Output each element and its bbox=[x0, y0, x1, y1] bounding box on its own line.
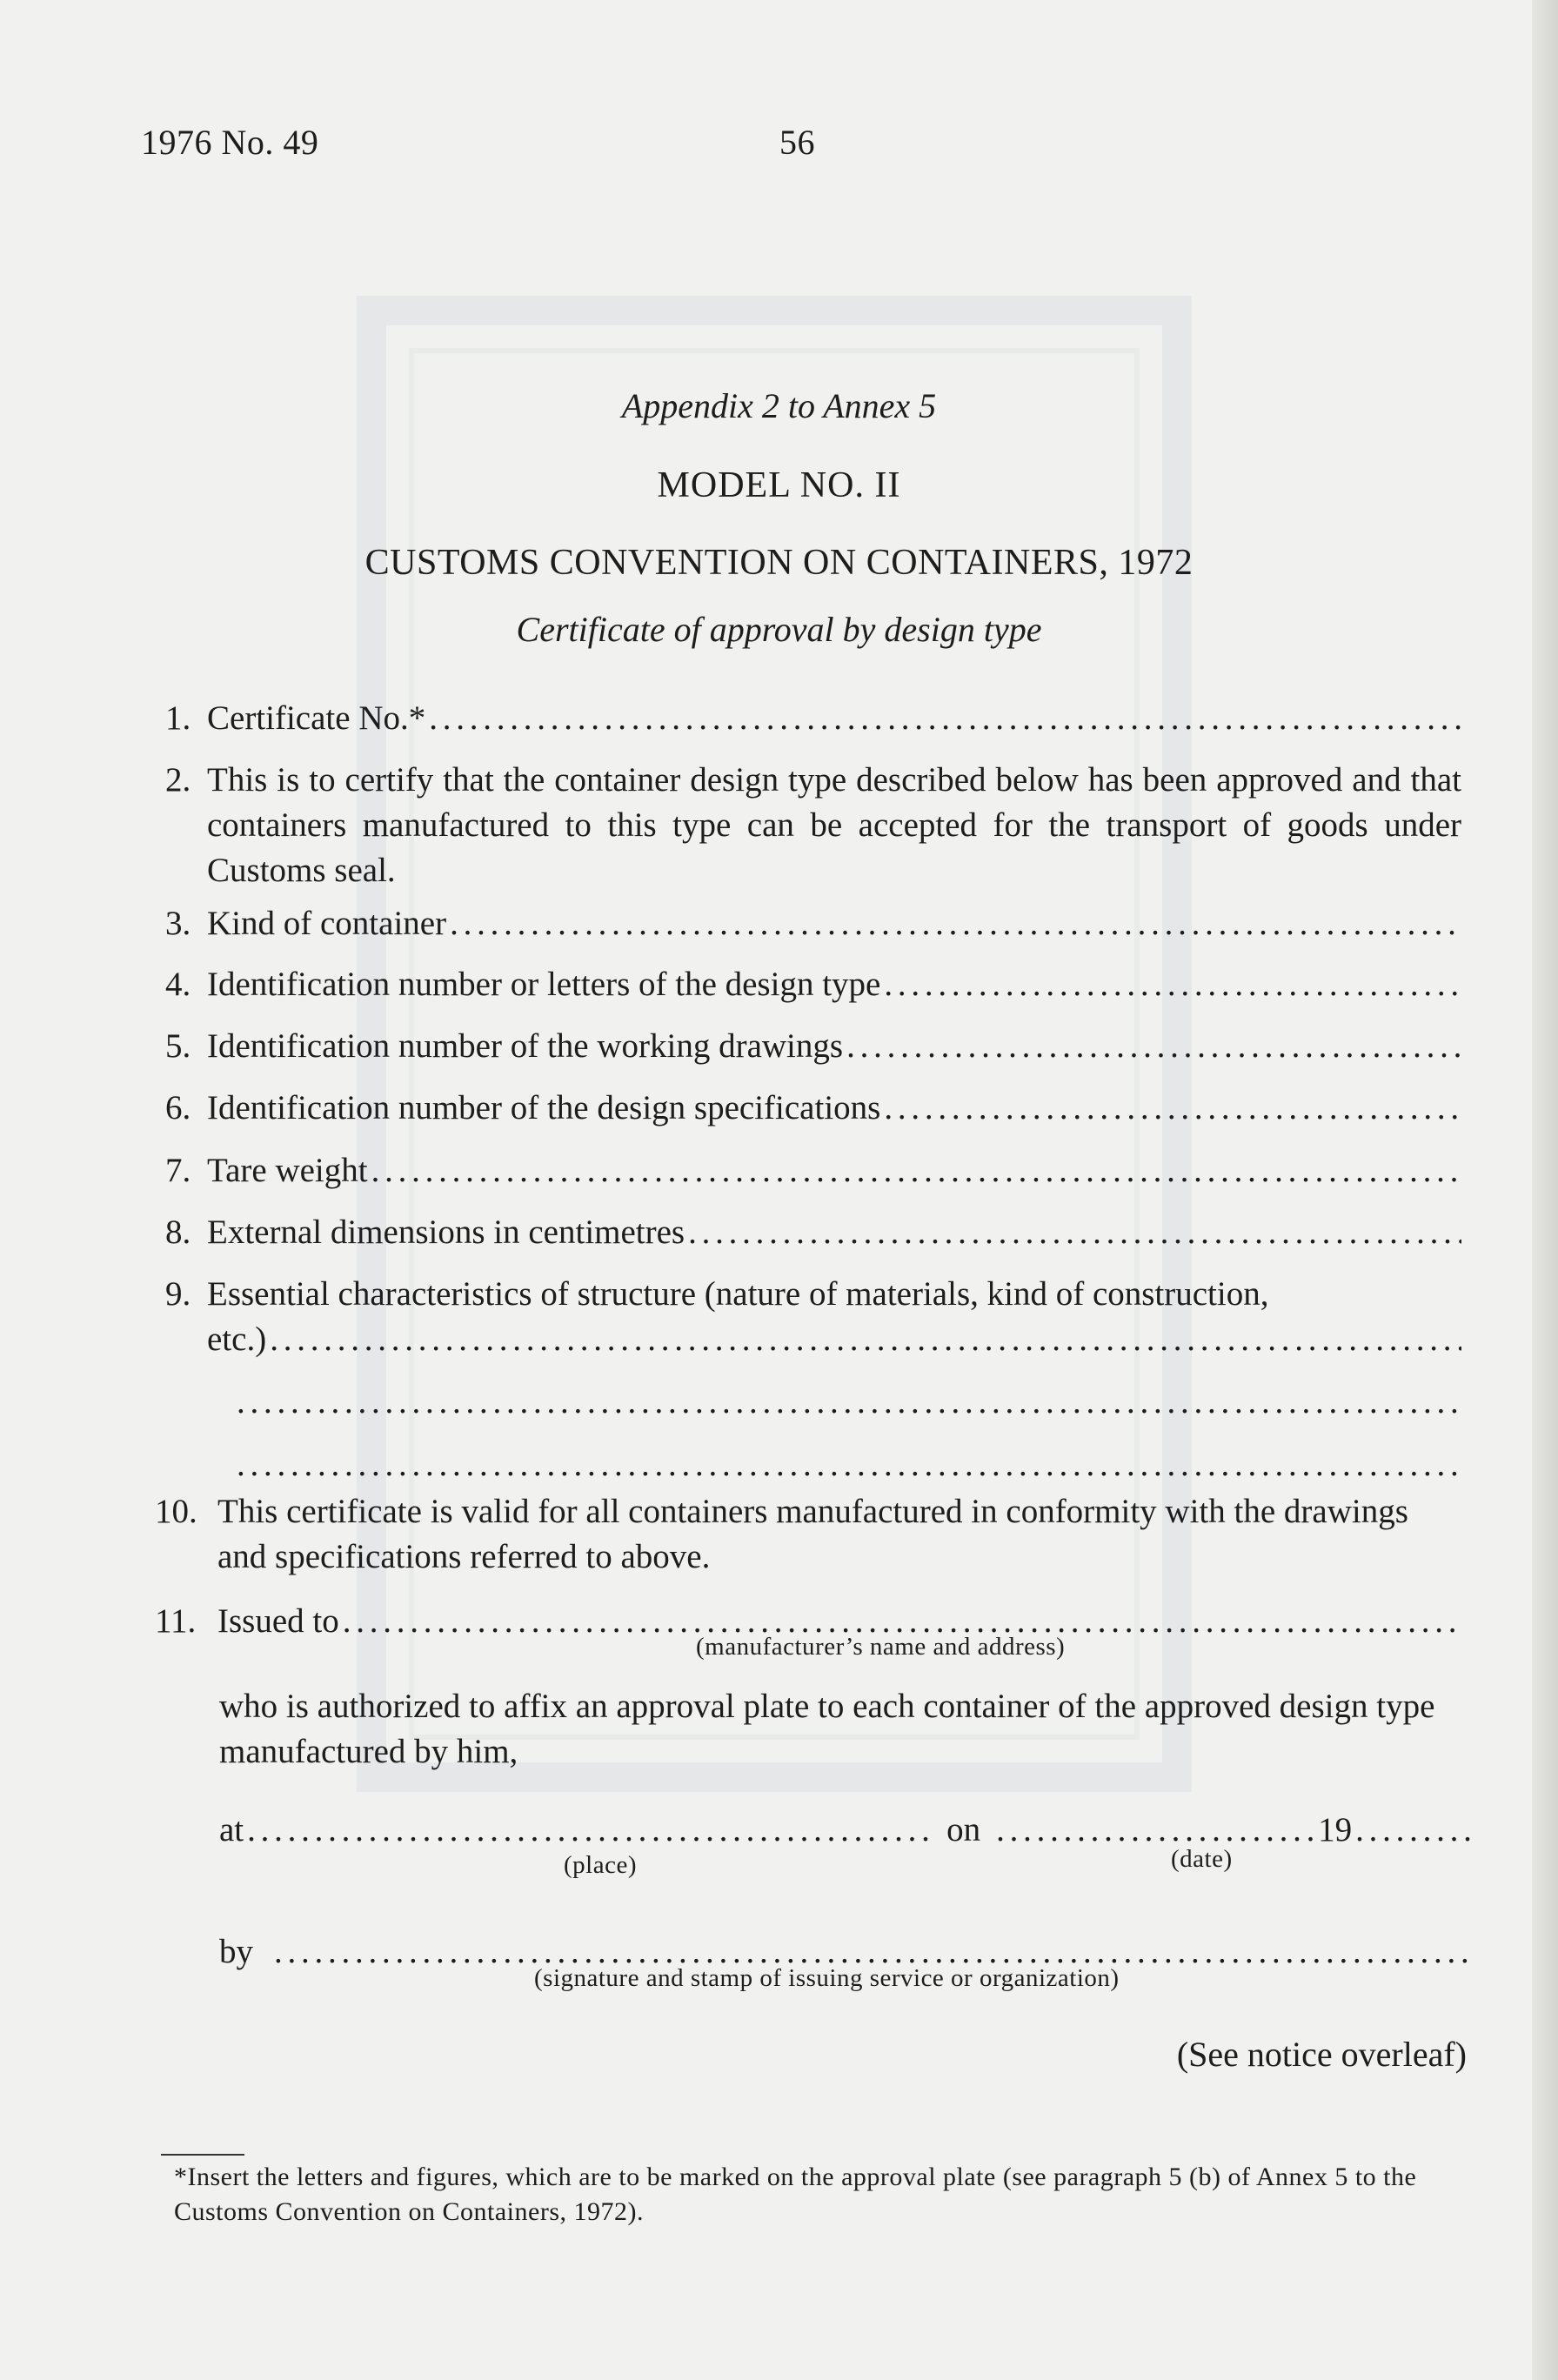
item-label-continued: etc.) bbox=[207, 1320, 267, 1358]
item-number: 6. bbox=[165, 1089, 191, 1126]
item-3 bbox=[165, 901, 1461, 946]
item-2 bbox=[165, 758, 1461, 893]
model-title: MODEL NO. II bbox=[657, 465, 901, 505]
item-number: 9. bbox=[165, 1275, 191, 1313]
on-label: on bbox=[946, 1811, 981, 1849]
signature-caption: (signature and stamp of issuing service or organization) bbox=[534, 1964, 1120, 1992]
header-act-reference: 1976 No. 49 bbox=[141, 123, 319, 162]
year-prefix: 19 bbox=[1318, 1811, 1353, 1849]
page-edge bbox=[1532, 0, 1558, 2380]
place-date-line bbox=[219, 1808, 1472, 1853]
item-5 bbox=[165, 1024, 1461, 1069]
item-label: Tare weight bbox=[207, 1152, 368, 1189]
at-label: at bbox=[219, 1811, 244, 1849]
item-label: Identification number of the design specifications bbox=[207, 1089, 881, 1126]
place-caption: (place) bbox=[564, 1851, 637, 1879]
footnote: *Insert the letters and figures, which are to be marked on the approval plate (see paragraph 5 (b) of Annex 5 to the Customs Convention on Containers, 1972). bbox=[174, 2163, 1417, 2226]
item-4 bbox=[165, 962, 1461, 1007]
by-label: by bbox=[219, 1933, 253, 1970]
item-number: 1. bbox=[165, 699, 191, 737]
item-label: Kind of container bbox=[207, 905, 447, 942]
item-label: Certificate No.* bbox=[207, 699, 426, 737]
fill-line[interactable] bbox=[884, 1086, 1461, 1131]
item-number: 10. bbox=[155, 1493, 197, 1530]
fill-line[interactable] bbox=[371, 1148, 1461, 1193]
date-caption: (date) bbox=[1171, 1845, 1233, 1873]
convention-title: CUSTOMS CONVENTION ON CONTAINERS, 1972 bbox=[364, 543, 1194, 583]
item-7 bbox=[165, 1148, 1461, 1193]
item-label: Issued to bbox=[217, 1602, 339, 1640]
item-number: 11. bbox=[155, 1602, 197, 1640]
item-number: 2. bbox=[165, 761, 191, 799]
item-8 bbox=[165, 1210, 1461, 1255]
year-field[interactable] bbox=[1355, 1808, 1472, 1853]
fill-line[interactable] bbox=[846, 1024, 1461, 1069]
item-number: 5. bbox=[165, 1027, 191, 1065]
item-number: 7. bbox=[165, 1152, 191, 1189]
item-label: External dimensions in centimetres bbox=[207, 1213, 685, 1251]
item-text: This certificate is valid for all containers manufactured in conformity with the drawings and specifications referred to above. bbox=[217, 1493, 1408, 1575]
footnote-rule bbox=[161, 2154, 244, 2156]
item-1 bbox=[165, 696, 1461, 741]
see-notice-overleaf: (See notice overleaf) bbox=[1176, 2035, 1467, 2074]
fill-line[interactable] bbox=[237, 1442, 1461, 1488]
fill-line[interactable] bbox=[237, 1380, 1461, 1425]
page-number: 56 bbox=[779, 123, 815, 162]
fill-line[interactable] bbox=[270, 1317, 1461, 1362]
item-number: 3. bbox=[165, 905, 191, 942]
fill-line[interactable] bbox=[429, 696, 1461, 741]
item-label: Essential characteristics of structure (nature of materials, kind of construction, bbox=[207, 1275, 1269, 1313]
item-6 bbox=[165, 1086, 1461, 1131]
fill-line[interactable] bbox=[884, 962, 1461, 1007]
fill-line[interactable] bbox=[688, 1210, 1461, 1255]
place-field[interactable] bbox=[247, 1808, 934, 1853]
authorization-text: who is authorized to affix an approval plate to each container of the approved design type manufactured by him, bbox=[219, 1688, 1435, 1770]
item-text: This is to certify that the container design type described below has been approved and that containers manufactured to this type can be accepted for the transport of goods under Customs seal. bbox=[207, 761, 1461, 889]
item-label: Identification number or letters of the design type bbox=[207, 966, 881, 1003]
item-label: Identification number of the working drawings bbox=[207, 1027, 844, 1065]
certificate-title: Certificate of approval by design type bbox=[516, 610, 1042, 649]
manufacturer-caption: (manufacturer’s name and address) bbox=[696, 1633, 1066, 1661]
fill-line[interactable] bbox=[450, 901, 1461, 946]
item-number: 4. bbox=[165, 966, 191, 1003]
date-field[interactable] bbox=[996, 1808, 1318, 1853]
item-10 bbox=[155, 1489, 1461, 1580]
item-9 bbox=[165, 1272, 1461, 1488]
appendix-title: Appendix 2 to Annex 5 bbox=[621, 386, 937, 425]
item-number: 8. bbox=[165, 1213, 191, 1251]
